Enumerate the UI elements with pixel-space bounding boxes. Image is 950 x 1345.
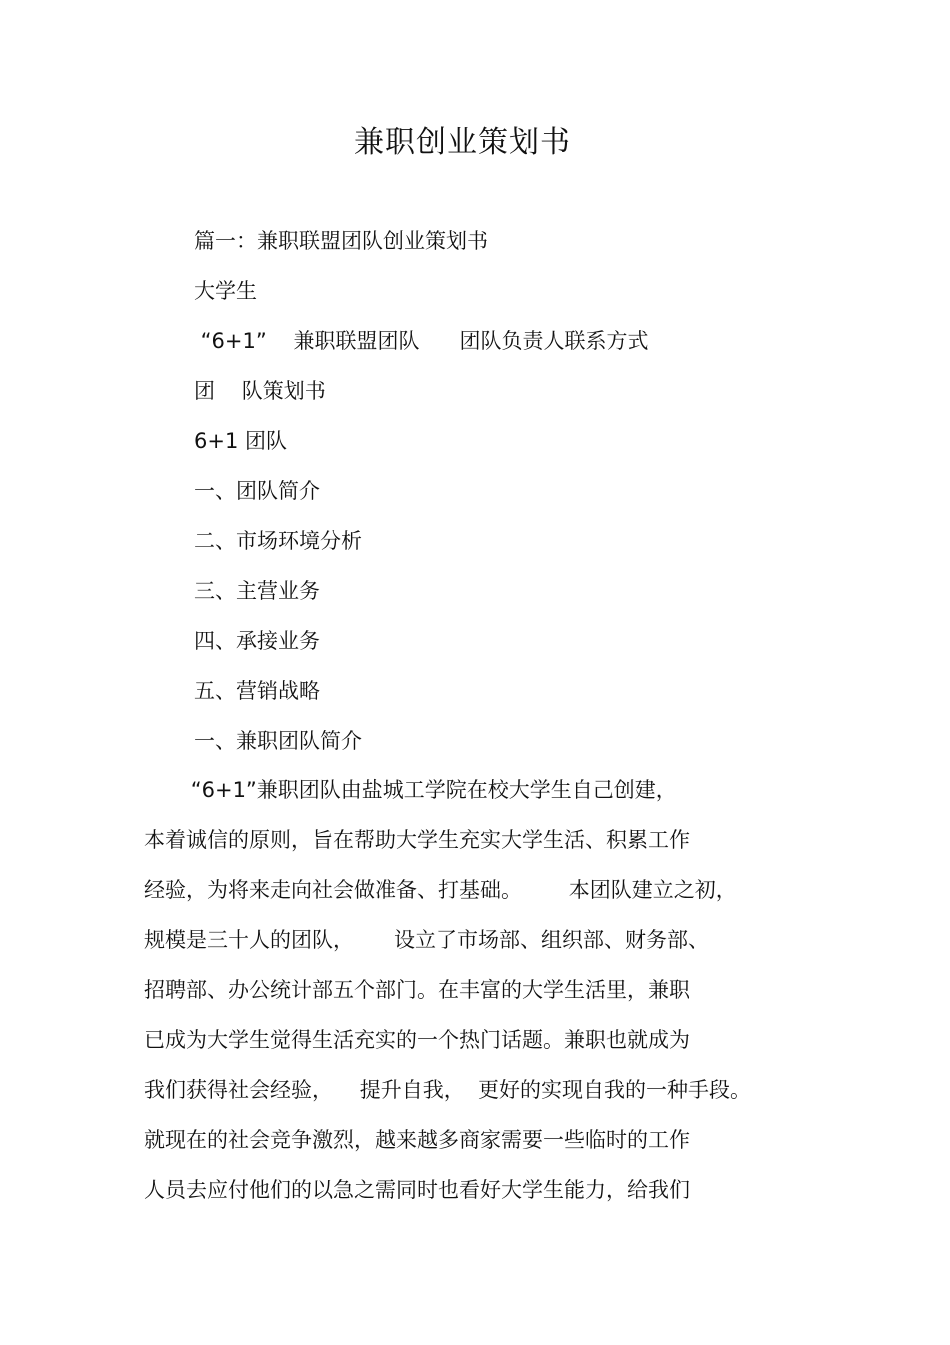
toc-item-1: 一、团队简介 (194, 479, 320, 503)
document-title: 兼职创业策划书 (354, 125, 571, 160)
paragraph-line-2: 本着诚信的原则，旨在帮助大学生充实大学生活、积累工作 (144, 828, 690, 852)
paragraph-line-3: 经验，为将来走向社会做准备、打基础。 本团队建立之初， (144, 878, 737, 902)
paragraph-line-8: 就现在的社会竞争激烈，越来越多商家需要一些临时的工作 (144, 1128, 690, 1152)
toc-item-4: 四、承接业务 (194, 629, 320, 653)
section-line-2: 大学生 (194, 279, 257, 303)
section-heading: 一、兼职团队简介 (194, 729, 362, 753)
paragraph-line-5: 招聘部、办公统计部五个部门。在丰富的大学生活里，兼职 (144, 978, 690, 1002)
toc-item-5: 五、营销战略 (194, 679, 320, 703)
section-line-5: 6+1 团队 (194, 429, 287, 453)
paragraph-line-4: 规模是三十人的团队， 设立了市场部、组织部、财务部、 (144, 928, 710, 952)
section-line-1: 篇一：兼职联盟团队创业策划书 (194, 229, 488, 253)
paragraph-line-7: 我们获得社会经验， 提升自我， 更好的实现自我的一种手段。 (144, 1078, 752, 1102)
toc-item-3: 三、主营业务 (194, 579, 320, 603)
paragraph-line-1: “6+1”兼职团队由盐城工学院在校大学生自己创建， (144, 778, 677, 802)
paragraph-line-6: 已成为大学生觉得生活充实的一个热门话题。兼职也就成为 (144, 1028, 690, 1052)
section-line-3: “6+1” 兼职联盟团队 团队负责人联系方式 (194, 329, 649, 353)
paragraph-line-9: 人员去应付他们的以急之需同时也看好大学生能力，给我们 (144, 1178, 690, 1202)
toc-item-2: 二、市场环境分析 (194, 529, 362, 553)
section-line-4: 团 队策划书 (194, 379, 326, 403)
